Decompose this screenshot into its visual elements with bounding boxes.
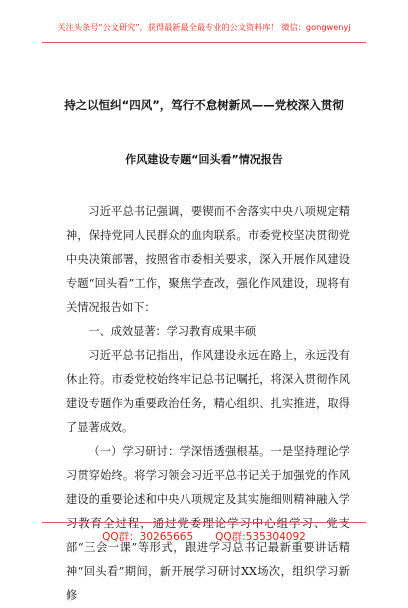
footer-divider <box>42 522 366 523</box>
section-heading-1: 一、成效显著：学习教育成果丰硕 <box>88 325 257 338</box>
footer <box>0 529 408 544</box>
header-divider <box>42 42 366 43</box>
paragraph-intro: 习近平总书记强调，要锲而不舍落实中央八项规定精神，保持党同人民群众的血肉联系。市委党校坚决贯彻党中央决策部署，按照省市委相关要求，深入开展作风建设专题“回头看”工作，聚焦学查改，强化作风建设，现将有关情况报告如下： <box>66 205 350 314</box>
document-body <box>66 200 350 608</box>
paragraph-section-1: 习近平总书记指出，作风建设永远在路上，永远没有休止符。市委党校始终牢记总书记嘱托，将深入贯彻作风建设专题作为重要政治任务，精心组织、扎实推进，取得了显著成效。 <box>66 349 350 434</box>
document-title-line1: 持之以恒纠“四风”，笃行不怠树新风——党校深入贯彻 <box>64 98 344 112</box>
document-title-line2: 作风建设专题“回头看”情况报告 <box>125 153 283 166</box>
footer-qq-group-2: QQ群:535304092 <box>215 531 306 543</box>
footer-qq-group-1: QQ群：30265665 <box>102 531 194 543</box>
header-banner: 关注头条号“公文研究”，获得最新最全最专业的公文资料库！ 微信：gongwenyj <box>57 22 351 32</box>
paragraph-subsection-1: （一）学习研讨：学深悟透强根基。一是坚持理论学习贯穿始终。将学习领会习近平总书记关于加强党的作风建设的重要论述和中央八项规定及其实施细则精神融入学习教育全过程，通过党委理论学习中心组学习、党支部“三会一课”等形式，跟进学习总书记最新重要讲话精神“回头看”期间，新开展学习研讨XX场次，组织学习新修 <box>66 445 350 602</box>
